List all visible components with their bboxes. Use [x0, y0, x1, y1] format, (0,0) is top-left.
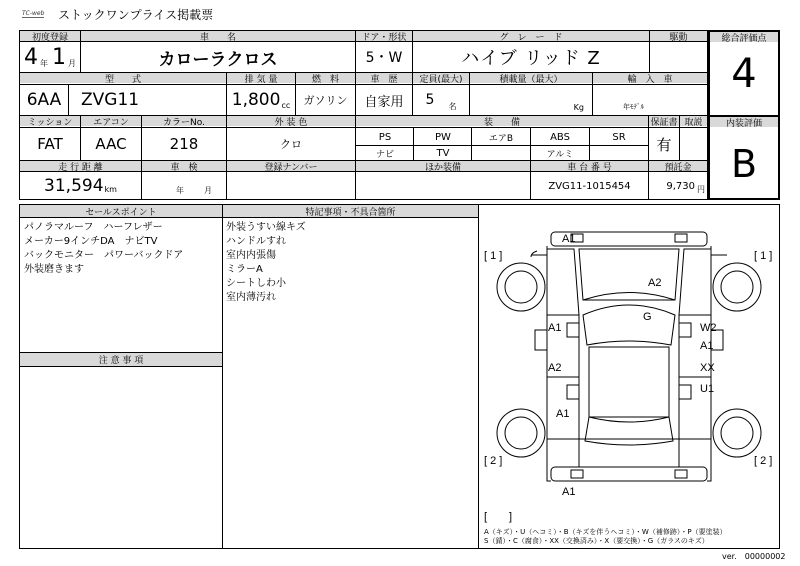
mark-front-bumper: A1	[562, 233, 576, 245]
damage-legend	[484, 528, 727, 546]
reg-year-unit: 年	[40, 58, 48, 68]
right-door-part	[679, 385, 691, 399]
body-detail	[531, 251, 727, 257]
header-door-type: ドア・形状	[356, 31, 412, 41]
mileage-unit: km	[104, 185, 117, 194]
header-inspection: 車 検	[142, 161, 226, 171]
header-import: 輸 入 車	[593, 73, 707, 83]
left-door-part	[567, 385, 579, 399]
mark-front-right-door-1: W2	[700, 322, 717, 334]
warranty-value: 有	[656, 135, 672, 154]
special-note: ハンドルすれ	[226, 236, 286, 247]
mark-front-left-door: A1	[548, 322, 562, 334]
special-note: シートしわ小	[226, 278, 286, 289]
mark-rear-right-door-2: U1	[700, 383, 715, 395]
rear-corner	[547, 467, 711, 481]
displacement-value: 1,800	[231, 90, 281, 110]
equip-sr: SR	[612, 131, 626, 143]
mark-roof-glass: G	[643, 311, 652, 323]
sales-point: バックモニター パワーバックドア	[24, 250, 184, 261]
header-chassis-no: 車 台 番 号	[531, 161, 648, 171]
import-unit: 年ﾓﾃﾞﾙ	[623, 103, 644, 111]
logo: TC-web	[22, 10, 45, 17]
bonnet-edge	[583, 293, 675, 301]
front-left-fender	[547, 249, 579, 315]
sales-point: パノラマルーフ ハーフレザー	[24, 222, 163, 233]
front-bumper-part	[675, 234, 687, 242]
header-overall-score: 総合評価点	[710, 32, 778, 42]
sales-point: 外装磨きます	[24, 264, 84, 275]
reg-month-unit: 月	[68, 58, 76, 68]
legend-line-1: A（キズ）・U（ヘコミ）・B（キズを伴うヘコミ）・W（補修跡）・P（要塗装）	[484, 528, 727, 536]
capacity-unit: 名	[448, 101, 457, 111]
header-caution: 注 意 事 項	[20, 353, 222, 366]
right-door-part	[679, 323, 691, 337]
inspection-month-unit: 月	[204, 186, 212, 195]
body-side-line	[547, 246, 714, 467]
inspection-cell	[142, 172, 226, 199]
overall-score-value: 4	[731, 51, 757, 97]
rear-left-bracket: [ 2 ]	[484, 455, 503, 467]
legend-line-2: S（錆）・C（腐食）・XX（交換済み）・X（要交換）・G（ガラスのキズ）	[484, 537, 709, 545]
aircon-value: AAC	[95, 135, 127, 153]
grade-value: ハイブ リッド Z	[461, 48, 601, 69]
version-label: ver. 00000002	[722, 552, 786, 561]
header-capacity: 定員(最大)	[413, 73, 469, 83]
equip-navi: ナビ	[375, 149, 394, 160]
header-displacement: 排 気 量	[227, 73, 295, 83]
header-sales-points: セールスポイント	[20, 205, 222, 217]
sales-point: メーカー9インチDA ナビTV	[24, 236, 158, 247]
load-cell	[470, 85, 592, 115]
extra-bracket: [ ]	[484, 511, 513, 523]
front-right-fender	[679, 249, 711, 315]
equip-pw: PW	[435, 131, 451, 143]
wheel-rear-left	[497, 409, 545, 457]
rear-bumper-part	[675, 470, 687, 478]
roof-panel	[589, 347, 669, 417]
header-color-no: カラーNo.	[142, 116, 226, 126]
mileage-value: 31,594	[44, 175, 104, 196]
deposit-unit: 円	[697, 184, 705, 194]
windshield	[583, 305, 675, 345]
special-note: 室内薄汚れ	[226, 292, 276, 303]
mark-rear-left-fender: A1	[556, 408, 570, 420]
model-prefix-value: 6AA	[26, 90, 62, 110]
car-name-value: カローラクロス	[158, 49, 278, 70]
header-load: 積載量（最大）	[470, 73, 592, 83]
capacity-value: 5	[425, 92, 435, 108]
import-cell	[593, 85, 707, 115]
equip-tv: TV	[436, 147, 450, 159]
interior-score-value: B	[730, 142, 758, 186]
front-right-bracket: [ 1 ]	[754, 250, 773, 262]
header-other-equipment: ほか装備	[356, 161, 530, 171]
rear-bumper-panel	[551, 467, 707, 481]
header-mission: ミッション	[20, 116, 80, 126]
inspection-year-unit: 年	[176, 186, 184, 195]
header-warranty: 保証書	[650, 117, 678, 128]
header-aircon: エアコン	[81, 116, 141, 126]
header-grade: グ レ ー ド	[413, 31, 649, 41]
door-type-value: 5・W	[365, 50, 403, 66]
reg-year-value: 4	[24, 44, 38, 70]
sales-points-list	[24, 221, 183, 277]
mileage-group	[20, 172, 141, 199]
header-plate: 登録ナンバー	[227, 161, 355, 171]
reg-year-group	[20, 42, 80, 72]
header-car-name: 車 名	[81, 31, 355, 41]
header-exterior-color: 外 装 色	[227, 116, 355, 126]
equip-alumi: アルミ	[546, 149, 574, 160]
mark-rear-left-door: A2	[548, 362, 562, 374]
header-special-notes: 特記事項・不具合箇所	[223, 205, 478, 217]
load-unit: Kg	[573, 102, 584, 112]
rear-bumper-part	[571, 470, 583, 478]
mark-rear-bumper: A1	[562, 486, 576, 498]
fuel-value: ガソリン	[303, 94, 348, 107]
color-no-value: 218	[169, 135, 199, 153]
form-title: ストックワンプライス掲載票	[58, 8, 214, 22]
left-mirror	[535, 330, 547, 350]
header-type: 型 式	[20, 73, 226, 83]
special-note: ミラーA	[226, 264, 263, 275]
rear-right-bracket: [ 2 ]	[754, 455, 773, 467]
mission-value: FAT	[37, 135, 63, 153]
special-notes-list	[226, 221, 306, 305]
exterior-color-value: クロ	[280, 138, 302, 151]
wheel-front-left	[497, 263, 545, 311]
mark-bonnet: A2	[648, 277, 662, 289]
wheel-front-right	[713, 263, 761, 311]
reg-month-value: 1	[52, 44, 66, 70]
equip-airbag: エアB	[488, 133, 514, 144]
special-note: 室内内張傷	[226, 250, 276, 261]
equip-abs: ABS	[550, 131, 570, 143]
equip-slot-10	[590, 146, 648, 160]
header-reg-year: 初度登録	[20, 31, 80, 41]
left-door-part	[567, 323, 579, 337]
front-left-bracket: [ 1 ]	[484, 250, 503, 262]
equip-ps: PS	[378, 131, 392, 143]
header-mileage: 走 行 距 離	[20, 161, 141, 171]
car-damage-diagram	[479, 205, 779, 548]
header-fuel: 燃 料	[296, 73, 355, 83]
rear-glass	[585, 417, 673, 445]
usage-value: 自家用	[364, 94, 404, 110]
special-note: 外装うすい線キズ	[226, 222, 306, 233]
mark-rear-right-door-1: XX	[700, 362, 715, 374]
trunk-panel	[579, 439, 679, 467]
header-drive: 駆動	[650, 31, 707, 41]
header-interior-score: 内装評価	[710, 117, 778, 127]
displacement-unit: cc	[281, 100, 291, 110]
chassis-no-value: ZVG11-1015454	[548, 180, 631, 192]
header-equipment: 装 備	[356, 116, 648, 126]
equip-slot-8	[472, 146, 530, 160]
deposit-group	[649, 174, 707, 198]
wheel-rear-right	[713, 409, 761, 457]
header-deposit: 預託金	[649, 161, 707, 171]
header-manual: 取説	[680, 116, 707, 126]
mark-front-right-door-2: A1	[700, 340, 714, 352]
deposit-value: 9,730	[666, 180, 695, 192]
model-value: ZVG11	[81, 90, 140, 110]
capacity-group	[413, 85, 469, 115]
header-usage: 車 歴	[356, 73, 412, 83]
displacement-group	[227, 85, 295, 115]
